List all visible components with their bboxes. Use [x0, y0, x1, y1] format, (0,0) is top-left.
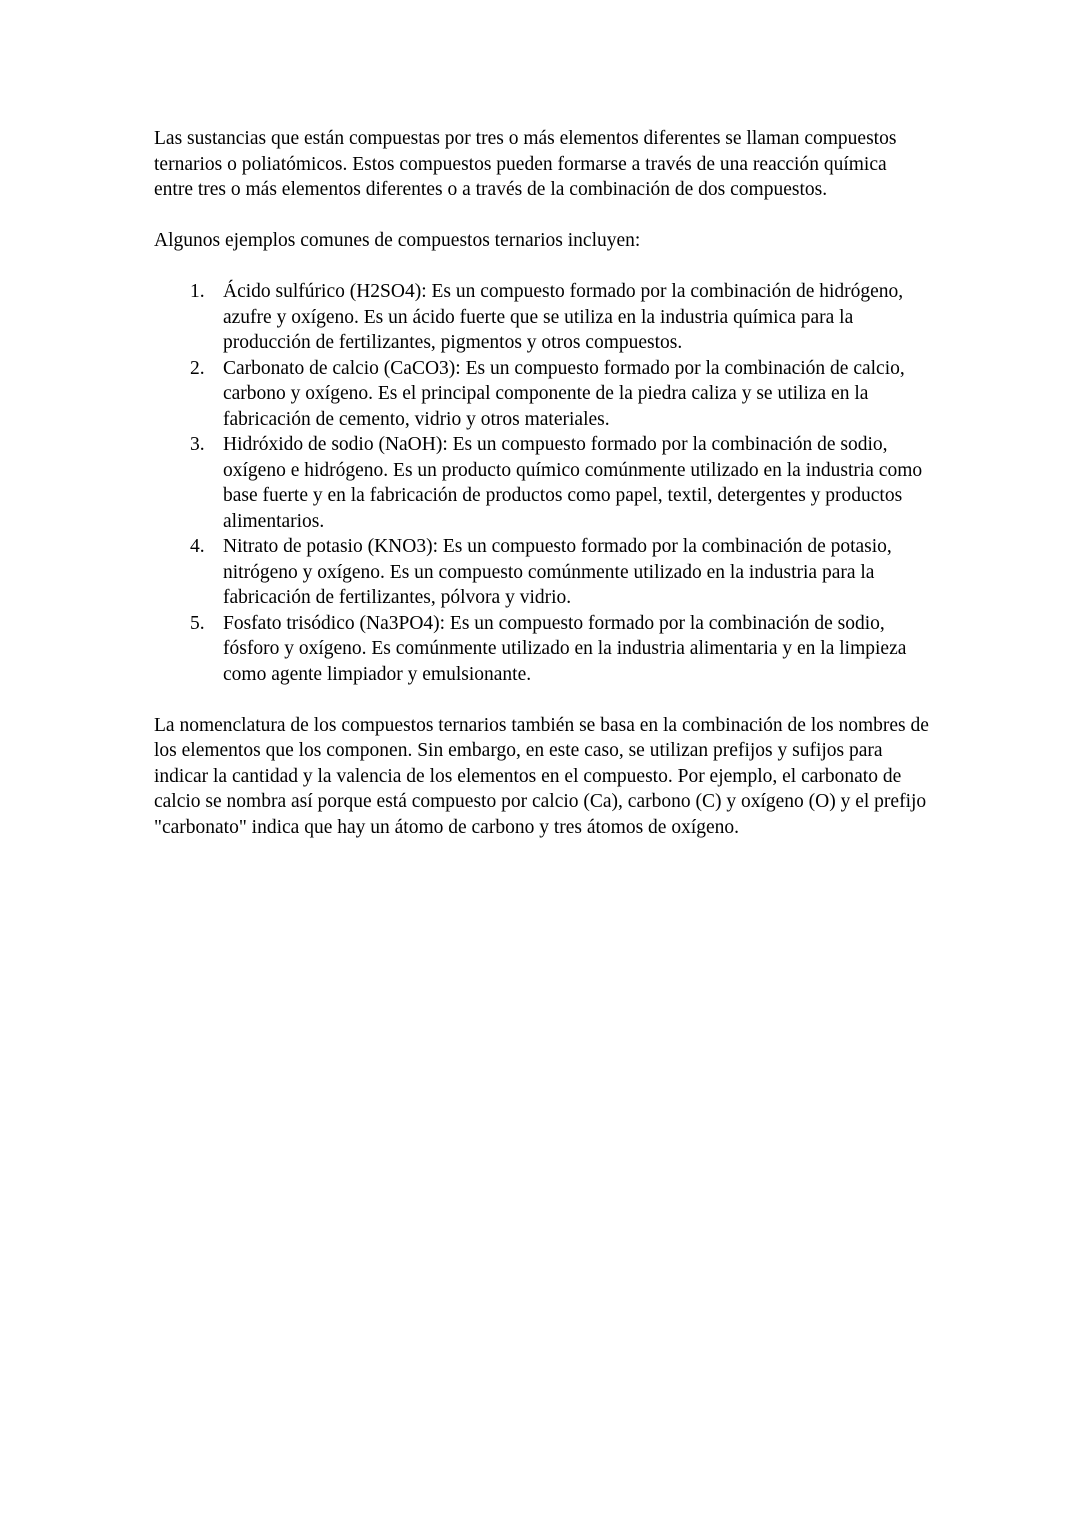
list-item: [190, 432, 930, 534]
intro-paragraph: Las sustancias que están compuestas por tres o más elementos diferentes se llaman compuestos ternarios o poliatómicos. Estos compuestos pueden formarse a través de una reacción química entre tres o más elementos diferentes o a través de la combinación de dos compuestos.: [154, 128, 897, 200]
list-item-number: 3.: [190, 434, 205, 455]
list-item-text: Hidróxido de sodio (NaOH): Es un compuesto formado por la combinación de sodio, oxígeno e hidrógeno. Es un producto químico comúnmente utilizado en la industria como base fuerte y en la fabricación de productos como papel, textil, detergentes y productos alimentarios.: [223, 434, 923, 532]
list-item-text: Ácido sulfúrico (H2SO4): Es un compuesto formado por la combinación de hidrógeno, azufre y oxígeno. Es un ácido fuerte que se utiliza en la industria química para la producción de fertilizantes, pigmentos y otros compuestos.: [223, 281, 904, 353]
list-item-text: Fosfato trisódico (Na3PO4): Es un compuesto formado por la combinación de sodio, fósforo y oxígeno. Es comúnmente utilizado en la industria alimentaria y en la limpieza como agente limpiador y emulsionante.: [223, 612, 907, 685]
list-item: [190, 356, 930, 433]
list-item-text: Carbonato de calcio (CaCO3): Es un compuesto formado por la combinación de calcio, carbono y oxígeno. Es el principal componente de la piedra caliza y se utiliza en la fabricación de cemento, vidrio y otros materiales.: [223, 357, 905, 430]
list-item: [190, 534, 930, 611]
closing-paragraph: La nomenclatura de los compuestos ternarios también se basa en la combinación de los nombres de los elementos que los componen. Sin embargo, en este caso, se utilizan prefijos y sufijos para indicar la cantidad y la valencia de los elementos en el compuesto. Por ejemplo, el carbonato de calcio se nombra así porque está compuesto por calcio (Ca), carbono (C) y oxígeno (O) y el prefijo "carbonato" indica que hay un átomo de carbono y tres átomos de oxígeno.: [154, 714, 929, 838]
list-item-number: 1.: [190, 281, 205, 302]
list-item: [190, 279, 930, 356]
list-item-text: Nitrato de potasio (KNO3): Es un compuesto formado por la combinación de potasio, nitrógeno y oxígeno. Es un compuesto comúnmente utilizado en la industria para la fabricación de fertilizantes, pólvora y vidrio.: [223, 536, 892, 608]
list-item-number: 2.: [190, 357, 205, 379]
list-item: [190, 611, 930, 688]
list-item-number: 4.: [190, 536, 205, 557]
examples-list: [190, 279, 930, 687]
list-item-number: 5.: [190, 612, 205, 634]
examples-lead-paragraph: Algunos ejemplos comunes de compuestos ternarios incluyen:: [154, 230, 641, 251]
